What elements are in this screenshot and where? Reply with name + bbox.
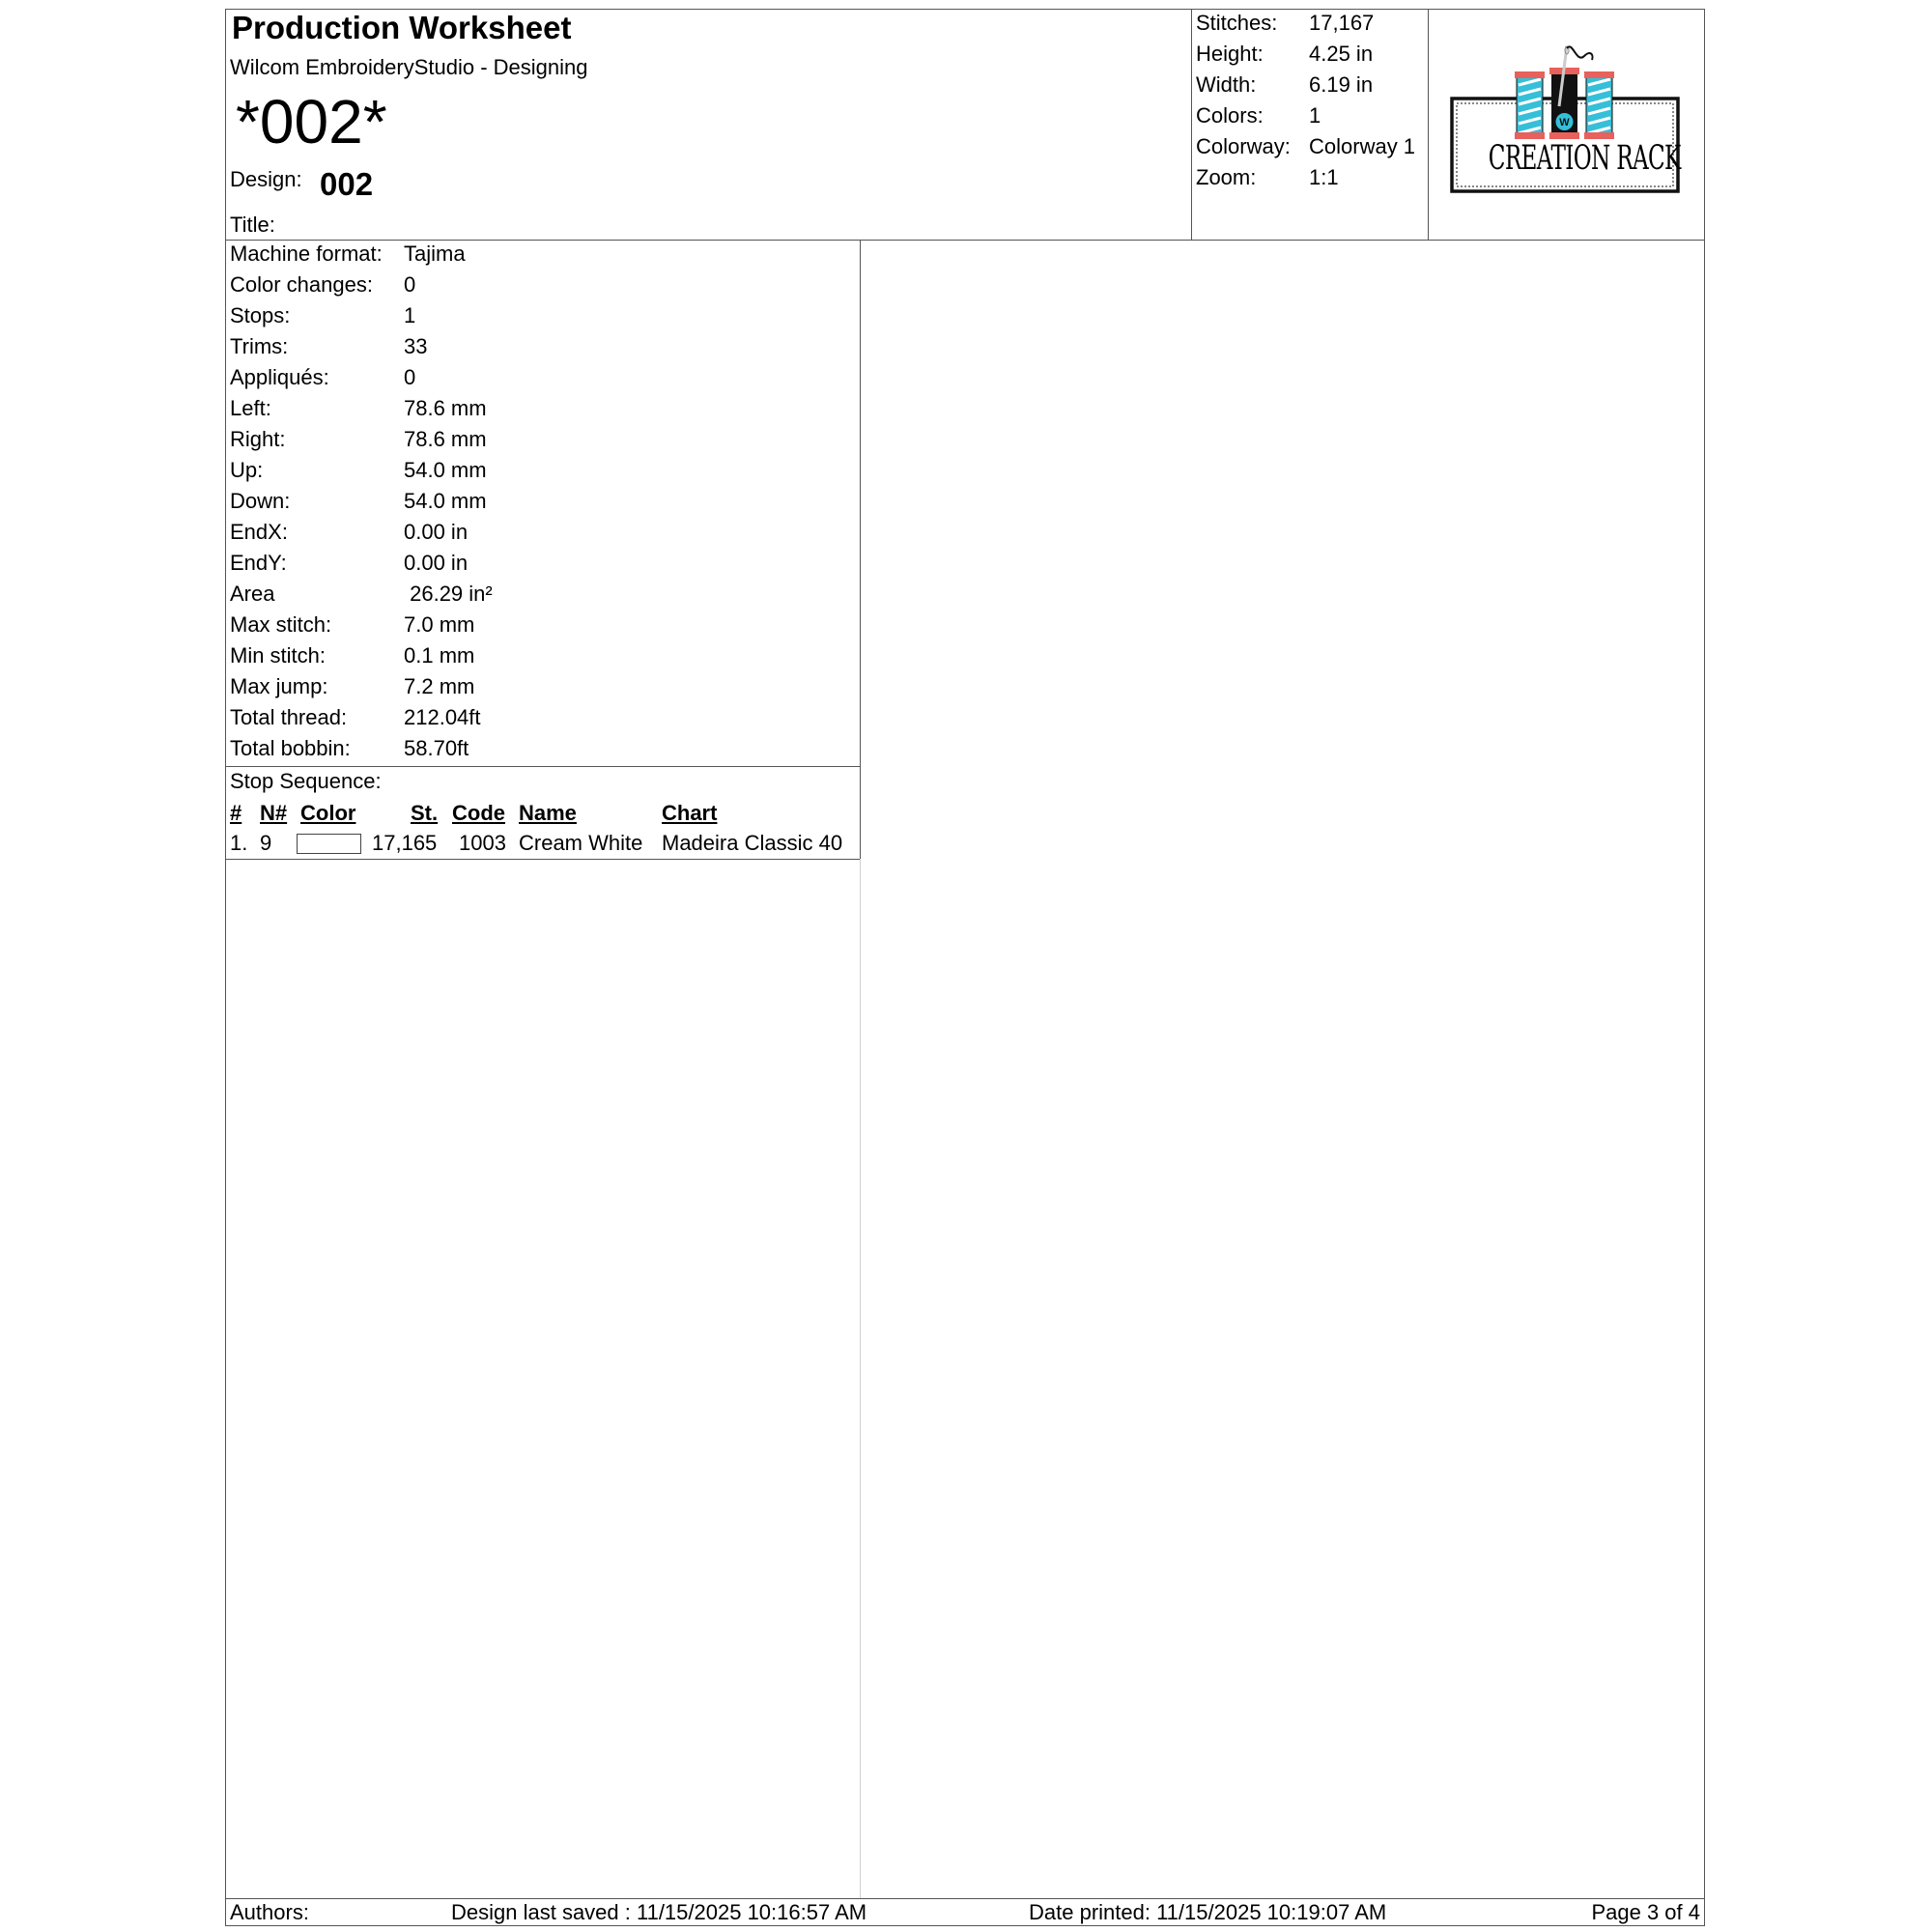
logo-left-divider [1428,9,1429,240]
detail-value: Tajima [404,242,466,266]
detail-value: 26.29 in² [404,582,493,606]
detail-value: 7.0 mm [404,612,475,637]
creation-rack-logo [1449,43,1684,197]
design-value: 002 [320,166,374,202]
col-header-num: # [230,801,242,825]
detail-label: Up: [230,458,264,482]
detail-value: 58.70ft [404,736,469,760]
detail-label: Stops: [230,303,291,327]
detail-value: 0.00 in [404,551,469,575]
summary-value: 1 [1309,103,1321,128]
worksheet-frame [225,9,1705,1926]
detail-label: Total thread: [230,705,348,729]
logo-text: CREATION RACK [1488,139,1681,178]
summary-value: 1:1 [1309,165,1339,189]
detail-value: 54.0 mm [404,489,487,513]
detail-label: Machine format: [230,242,383,266]
detail-label: Max jump: [230,674,328,698]
header-divider [225,240,1705,241]
svg-text:W: W [1559,117,1570,128]
detail-label: Color changes: [230,272,373,297]
detail-value: 0 [404,365,416,389]
detail-value: 78.6 mm [404,427,487,451]
detail-label: Total bobbin: [230,736,351,760]
summary-label: Zoom: [1196,165,1257,189]
detail-label: EndY: [230,551,287,575]
detail-label: Trims: [230,334,289,358]
design-code: *002* [236,87,387,156]
summary-label: Colors: [1196,103,1264,128]
table-bottom-divider [225,859,861,860]
row-chart: Madeira Classic 40 [662,831,843,855]
footer-last-saved: Design last saved : 11/15/2025 10:16:57 AM [451,1900,867,1924]
row-name: Cream White [519,831,643,855]
summary-value: Colorway 1 [1309,134,1416,158]
summary-label: Width: [1196,72,1257,97]
detail-label: Appliqués: [230,365,329,389]
footer-date-printed: Date printed: 11/15/2025 10:19:07 AM [1029,1900,1387,1924]
color-swatch [297,834,361,854]
title-label: Title: [230,213,275,237]
detail-value: 7.2 mm [404,674,475,698]
detail-label: Max stitch: [230,612,332,637]
col-header-code: Code [452,801,505,825]
detail-value: 212.04ft [404,705,481,729]
column-divider [860,859,861,1898]
detail-label: Left: [230,396,271,420]
summary-value: 6.19 in [1309,72,1374,97]
detail-label: Right: [230,427,286,451]
detail-label: Min stitch: [230,643,327,668]
page-title: Production Worksheet [232,10,572,45]
detail-value: 1 [404,303,416,327]
footer-authors: Authors: [230,1900,309,1924]
col-header-color: Color [300,801,356,825]
summary-value: 17,167 [1309,11,1375,35]
detail-value: 0.1 mm [404,643,475,668]
detail-value: 0 [404,272,416,297]
footer-divider [225,1898,1705,1899]
detail-value: 78.6 mm [404,396,487,420]
stop-sequence-label: Stop Sequence: [230,769,382,793]
col-header-stitches: St. [411,801,439,825]
detail-value: 0.00 in [404,520,469,544]
detail-value: 33 [404,334,428,358]
summary-label: Stitches: [1196,11,1278,35]
details-divider [225,766,861,767]
detail-label: EndX: [230,520,288,544]
details-right-divider [860,240,861,859]
row-num: 1. [230,831,248,855]
col-header-chart: Chart [662,801,718,825]
summary-value: 4.25 in [1309,42,1374,66]
summary-left-divider [1191,9,1192,240]
row-needle: 9 [260,831,272,855]
footer-page-number: Page 3 of 4 [1591,1900,1700,1924]
col-header-name: Name [519,801,577,825]
summary-label: Height: [1196,42,1264,66]
software-subtitle: Wilcom EmbroideryStudio - Designing [230,55,588,79]
detail-label: Area [230,582,275,606]
col-header-needle: N# [260,801,288,825]
detail-value: 54.0 mm [404,458,487,482]
design-label: Design: [230,167,302,191]
summary-label: Colorway: [1196,134,1291,158]
row-code: 1003 [459,831,506,855]
row-stitches: 17,165 [372,831,438,855]
detail-label: Down: [230,489,291,513]
